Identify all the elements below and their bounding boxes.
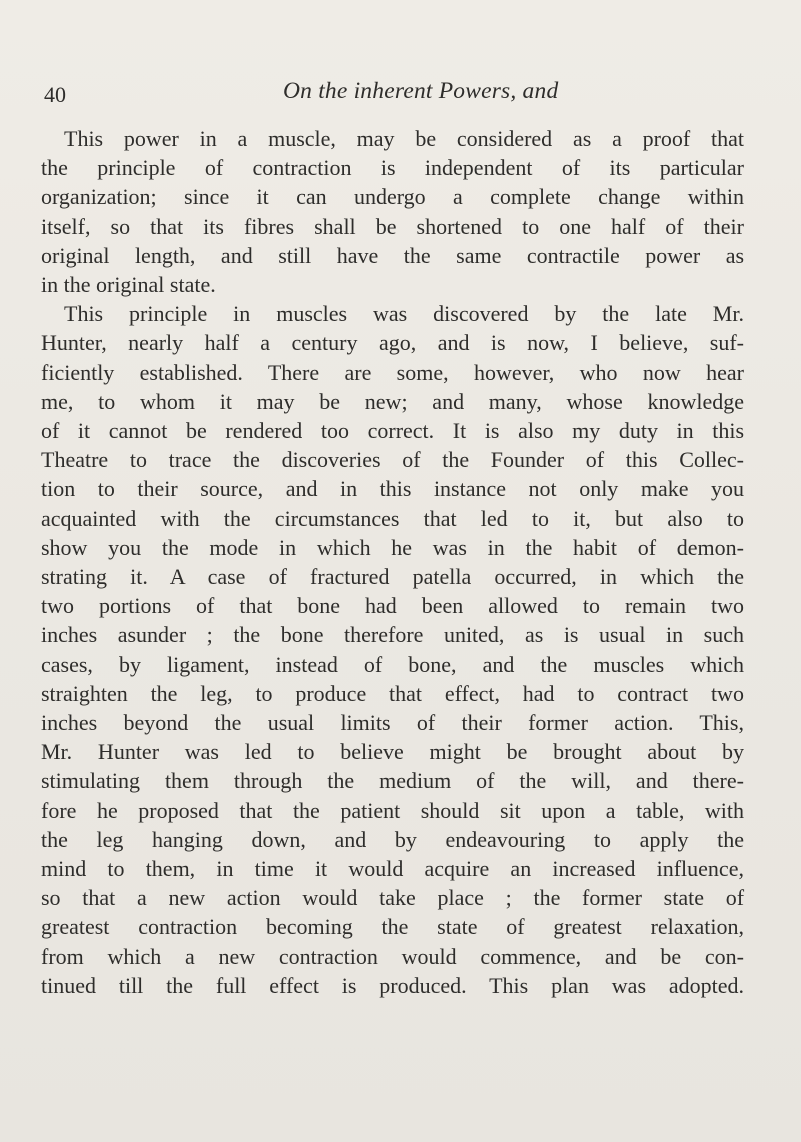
text-line: Hunter, nearly half a century ago, and is now, I believe, suf- (41, 330, 745, 356)
text-line: Theatre to trace the discoveries of the Founder of this Collec- (41, 447, 744, 473)
text-line: straighten the leg, to produce that effect, had to contract two (41, 680, 744, 706)
page-header (0, 78, 801, 110)
text-line: itself, so that its fibres shall be shortened to one half of their (41, 213, 744, 239)
text-line: original length, and still have the same contractile power as (41, 242, 745, 268)
text-line: inches beyond the usual limits of their former action. This, (41, 710, 744, 735)
text-line: fore he proposed that the patient should sit upon a table, with (41, 797, 744, 823)
text-line: organization; since it can undergo a complete change within (41, 184, 744, 210)
text-line: acquainted with the circumstances that led to it, but also to (41, 505, 745, 531)
text-line: greatest contraction becoming the state of greatest relaxation, (41, 914, 745, 940)
text-line: This power in a muscle, may be considered as a proof that (64, 126, 745, 151)
text-line: in the original state. (41, 272, 216, 297)
text-line: tion to their source, and in this instance not only make you (41, 476, 745, 502)
text-line: show you the mode in which he was in the habit of demon- (41, 534, 744, 560)
text-line: inches asunder ; the bone therefore united, as is usual in such (41, 622, 744, 648)
text-line: ficiently established. There are some, however, who now hear (41, 359, 744, 385)
text-line: cases, by ligament, instead of bone, and the muscles which (41, 651, 745, 677)
text-line: two portions of that bone had been allowed to remain two (41, 593, 745, 619)
text-line: mind to them, in time it would acquire an increased influence, (41, 856, 744, 881)
text-line: tinued till the full effect is produced. This plan was adopted. (41, 972, 745, 998)
text-line: me, to whom it may be new; and many, whose knowledge (41, 388, 744, 414)
text-line: from which a new contraction would commence, and be con- (41, 943, 744, 969)
text-line: strating it. A case of fractured patella occurred, in which the (41, 564, 744, 589)
text-line: Mr. Hunter was led to believe might be brought about by (41, 739, 745, 765)
text-line: so that a new action would take place ; the former state of (41, 885, 745, 911)
running-head: On the inherent Powers, and (283, 78, 559, 104)
page-number: 40 (44, 82, 66, 107)
text-line: stimulating them through the medium of the will, and there- (41, 768, 744, 794)
text-line: This principle in muscles was discovered by the late Mr. (64, 301, 744, 327)
text-line: the leg hanging down, and by endeavouring to apply the (41, 826, 744, 852)
text-line: the principle of contraction is independent of its particular (41, 155, 744, 181)
text-line: of it cannot be rendered too correct. It is also my duty in this (41, 418, 745, 443)
